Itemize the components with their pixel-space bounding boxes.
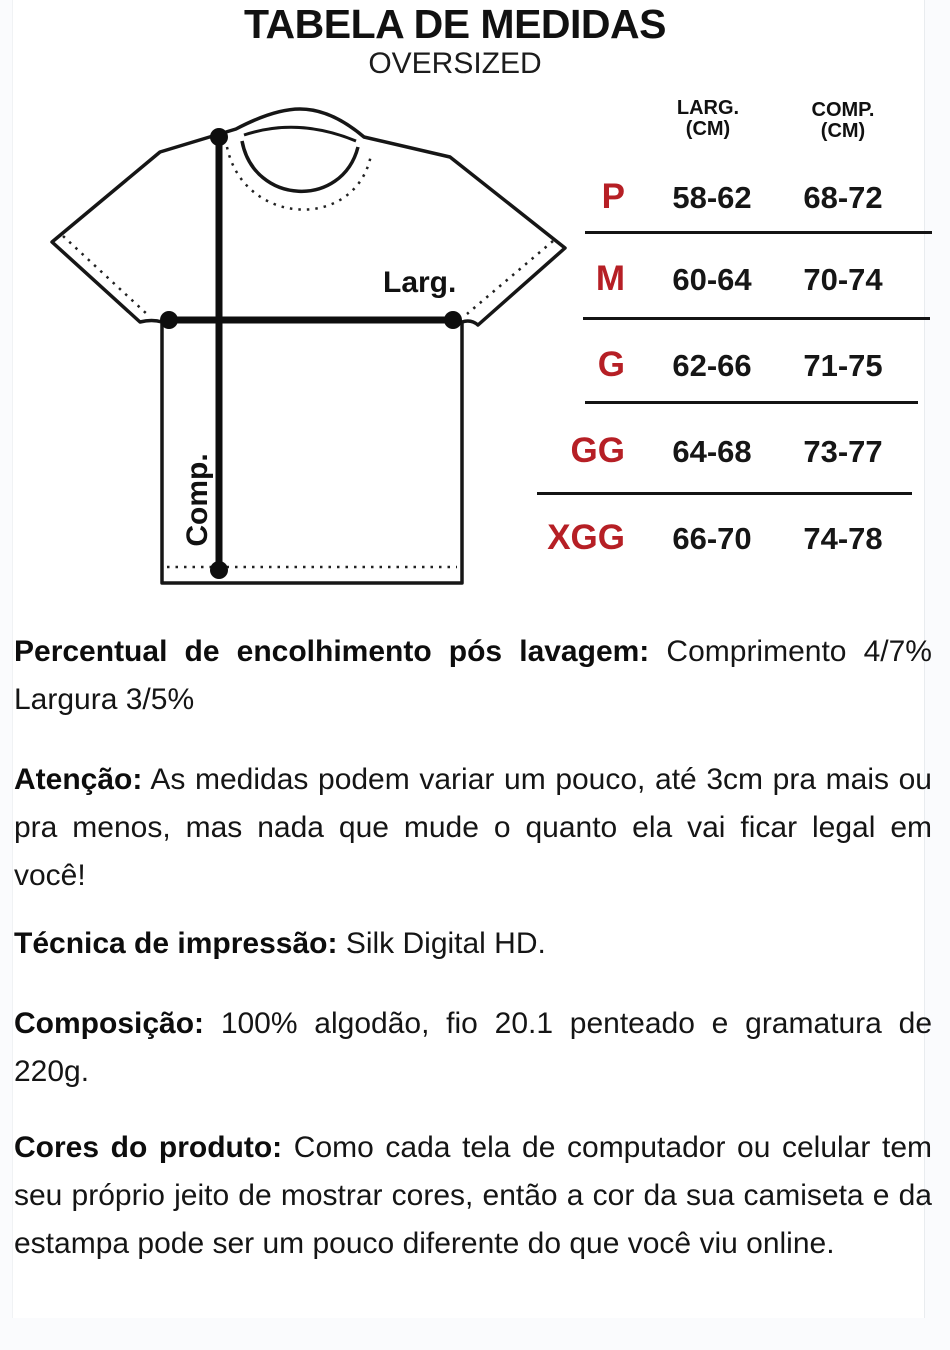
size-label-xgg: XGG <box>547 518 625 557</box>
row-divider <box>585 401 918 404</box>
column-header-comp-unit: (CM) <box>820 120 866 142</box>
larg-value-xgg: 66-70 <box>672 521 752 556</box>
note-composition-label: Composição: <box>14 1007 205 1040</box>
note-shrinkage-text: Comprimento 4/7% Largura 3/5% <box>14 635 932 716</box>
page-subtitle: OVERSIZED <box>368 47 542 80</box>
page-title: TABELA DE MEDIDAS <box>244 1 666 47</box>
column-header-larg-unit: (CM) <box>685 118 731 140</box>
row-divider <box>583 317 930 320</box>
note-colors-text: Como cada tela de computador ou celular tem seu próprio jeito de mostrar cores, então a cor da sua camiseta e da estampa pode ser um pouco diferente do que você viu online. <box>14 1131 932 1260</box>
size-label-p: P <box>601 177 625 216</box>
note-attention <box>14 756 932 900</box>
length-measure-label: Comp. <box>181 453 214 547</box>
note-colors <box>14 1124 932 1268</box>
width-measure-dot-right <box>444 311 462 329</box>
note-composition-text: 100% algodão, fio 20.1 penteado e gramatura de 220g. <box>14 1007 932 1088</box>
comp-value-m: 70-74 <box>803 262 883 297</box>
length-measure-dot-top <box>210 128 228 146</box>
width-measure-label: Larg. <box>383 266 457 299</box>
row-divider <box>585 231 932 234</box>
larg-value-m: 60-64 <box>672 262 752 297</box>
larg-value-g: 62-66 <box>672 348 752 383</box>
comp-value-gg: 73-77 <box>803 434 883 469</box>
column-header-comp <box>773 100 913 142</box>
larg-value-gg: 64-68 <box>672 434 752 469</box>
column-header-larg <box>638 98 778 140</box>
note-shrinkage <box>14 628 932 724</box>
column-header-comp-name: COMP. <box>811 99 875 121</box>
size-label-gg: GG <box>570 431 625 470</box>
note-composition <box>14 1000 932 1096</box>
comp-value-g: 71-75 <box>803 348 883 383</box>
note-print-technique-text: Silk Digital HD. <box>345 927 546 960</box>
length-measure-dot-bottom <box>210 561 228 579</box>
note-print-technique-label: Técnica de impressão: <box>14 927 338 960</box>
size-label-m: M <box>595 259 625 298</box>
note-shrinkage-label: Percentual de encolhimento pós lavagem: <box>14 635 650 668</box>
comp-value-xgg: 74-78 <box>803 521 883 556</box>
column-header-larg-name: LARG. <box>676 97 740 119</box>
comp-value-p: 68-72 <box>803 180 883 215</box>
row-divider <box>537 492 912 495</box>
note-attention-text: As medidas podem variar um pouco, até 3cm pra mais ou pra menos, mas nada que mude o quanto ela vai ficar legal em você! <box>14 763 932 892</box>
title-block <box>0 2 910 80</box>
note-print-technique <box>14 920 932 968</box>
note-colors-label: Cores do produto: <box>14 1131 283 1164</box>
size-label-g: G <box>597 345 625 384</box>
larg-value-p: 58-62 <box>672 180 752 215</box>
width-measure-dot-left <box>160 311 178 329</box>
note-attention-label: Atenção: <box>14 763 143 796</box>
